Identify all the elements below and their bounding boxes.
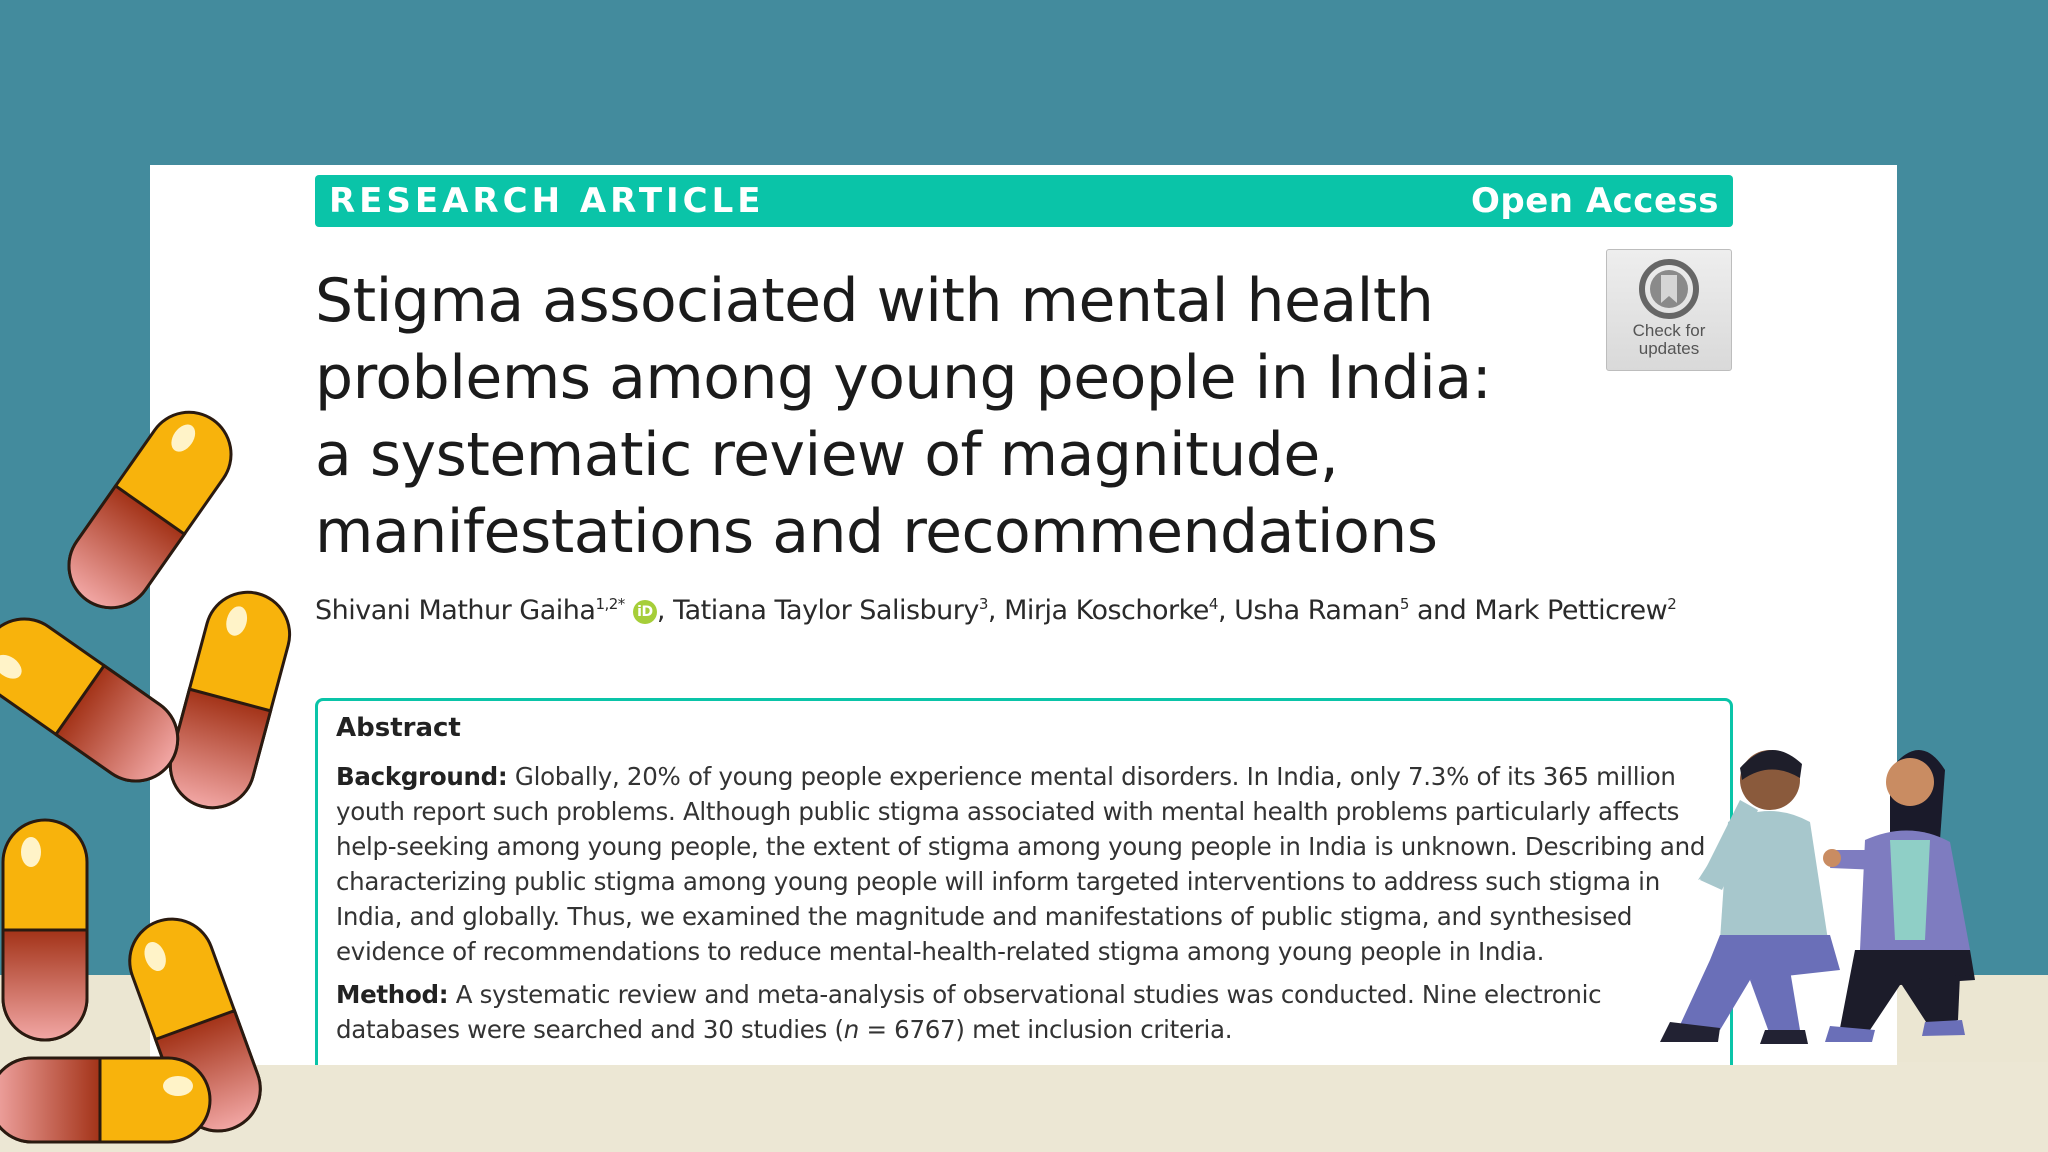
author-separator: , [656, 595, 674, 626]
abstract-method [336, 977, 1712, 1047]
method-n-symbol: n [843, 1015, 859, 1044]
background-label: Background: [336, 762, 508, 791]
article-type-banner [315, 175, 1733, 227]
article-title: Stigma associated with mental health problems among young people in India: a systematic review of magnitude, manifestations and recommendations [315, 266, 1492, 567]
research-article-label: RESEARCH ARTICLE [329, 181, 765, 221]
abstract-heading: Abstract [336, 713, 461, 743]
author-name[interactable]: Tatiana Taylor Salisbury [673, 595, 979, 626]
check-for-updates-button[interactable] [1606, 249, 1732, 371]
floor-step [0, 1062, 2048, 1152]
author-separator: , [1217, 595, 1235, 626]
distressed-man-figure [1660, 750, 1840, 1044]
author-affiliation: 3 [978, 595, 988, 613]
author-affiliation: 2 [1667, 595, 1677, 613]
comforting-people-illustration [1640, 730, 2048, 1070]
author-name[interactable]: Mirja Koschorke [1004, 595, 1209, 626]
abstract-box [315, 698, 1733, 1065]
bookmark-circle-icon [1638, 258, 1700, 320]
author-conjunction: and [1408, 595, 1475, 626]
check-badge-line2: updates [1638, 339, 1700, 358]
background-text: Globally, 20% of young people experience mental disorders. In India, only 7.3% of its 365 million youth report such problems. Although public stigma associated with mental health problems particularly affects help-seeking among young people, the extent of stigma among young people in India is unknown. Describing and characterizing public stigma among young people will inform targeted interventions to address such stigma in India, and globally. Thus, we examined the magnitude and manifestations of public stigma, and synthesised evidence of recommendations to reduce mental-health-related stigma among young people in India. [336, 762, 1706, 966]
article-page [150, 165, 1897, 1065]
author-list [315, 595, 1735, 626]
author-name[interactable]: Mark Petticrew [1474, 595, 1668, 626]
author-affiliation: 5 [1399, 595, 1409, 613]
method-label: Method: [336, 980, 449, 1009]
author-name[interactable]: Usha Raman [1234, 595, 1400, 626]
author-affiliation: 1,2* [595, 595, 625, 613]
author-separator: , [987, 595, 1005, 626]
orcid-icon[interactable]: iD [633, 600, 657, 624]
comforting-woman-figure [1823, 750, 1975, 1042]
author-affiliation: 4 [1208, 595, 1218, 613]
author-name[interactable]: Shivani Mathur Gaiha [315, 595, 596, 626]
abstract-background [336, 759, 1712, 969]
open-access-label: Open Access [1471, 181, 1719, 221]
method-text-end: = 6767) met inclusion criteria. [858, 1015, 1233, 1044]
method-text: A systematic review and meta-analysis of observational studies was conducted. Nine electronic databases were searched and 30 studies ( [336, 980, 1602, 1044]
check-badge-line1: Check for [1632, 321, 1706, 340]
